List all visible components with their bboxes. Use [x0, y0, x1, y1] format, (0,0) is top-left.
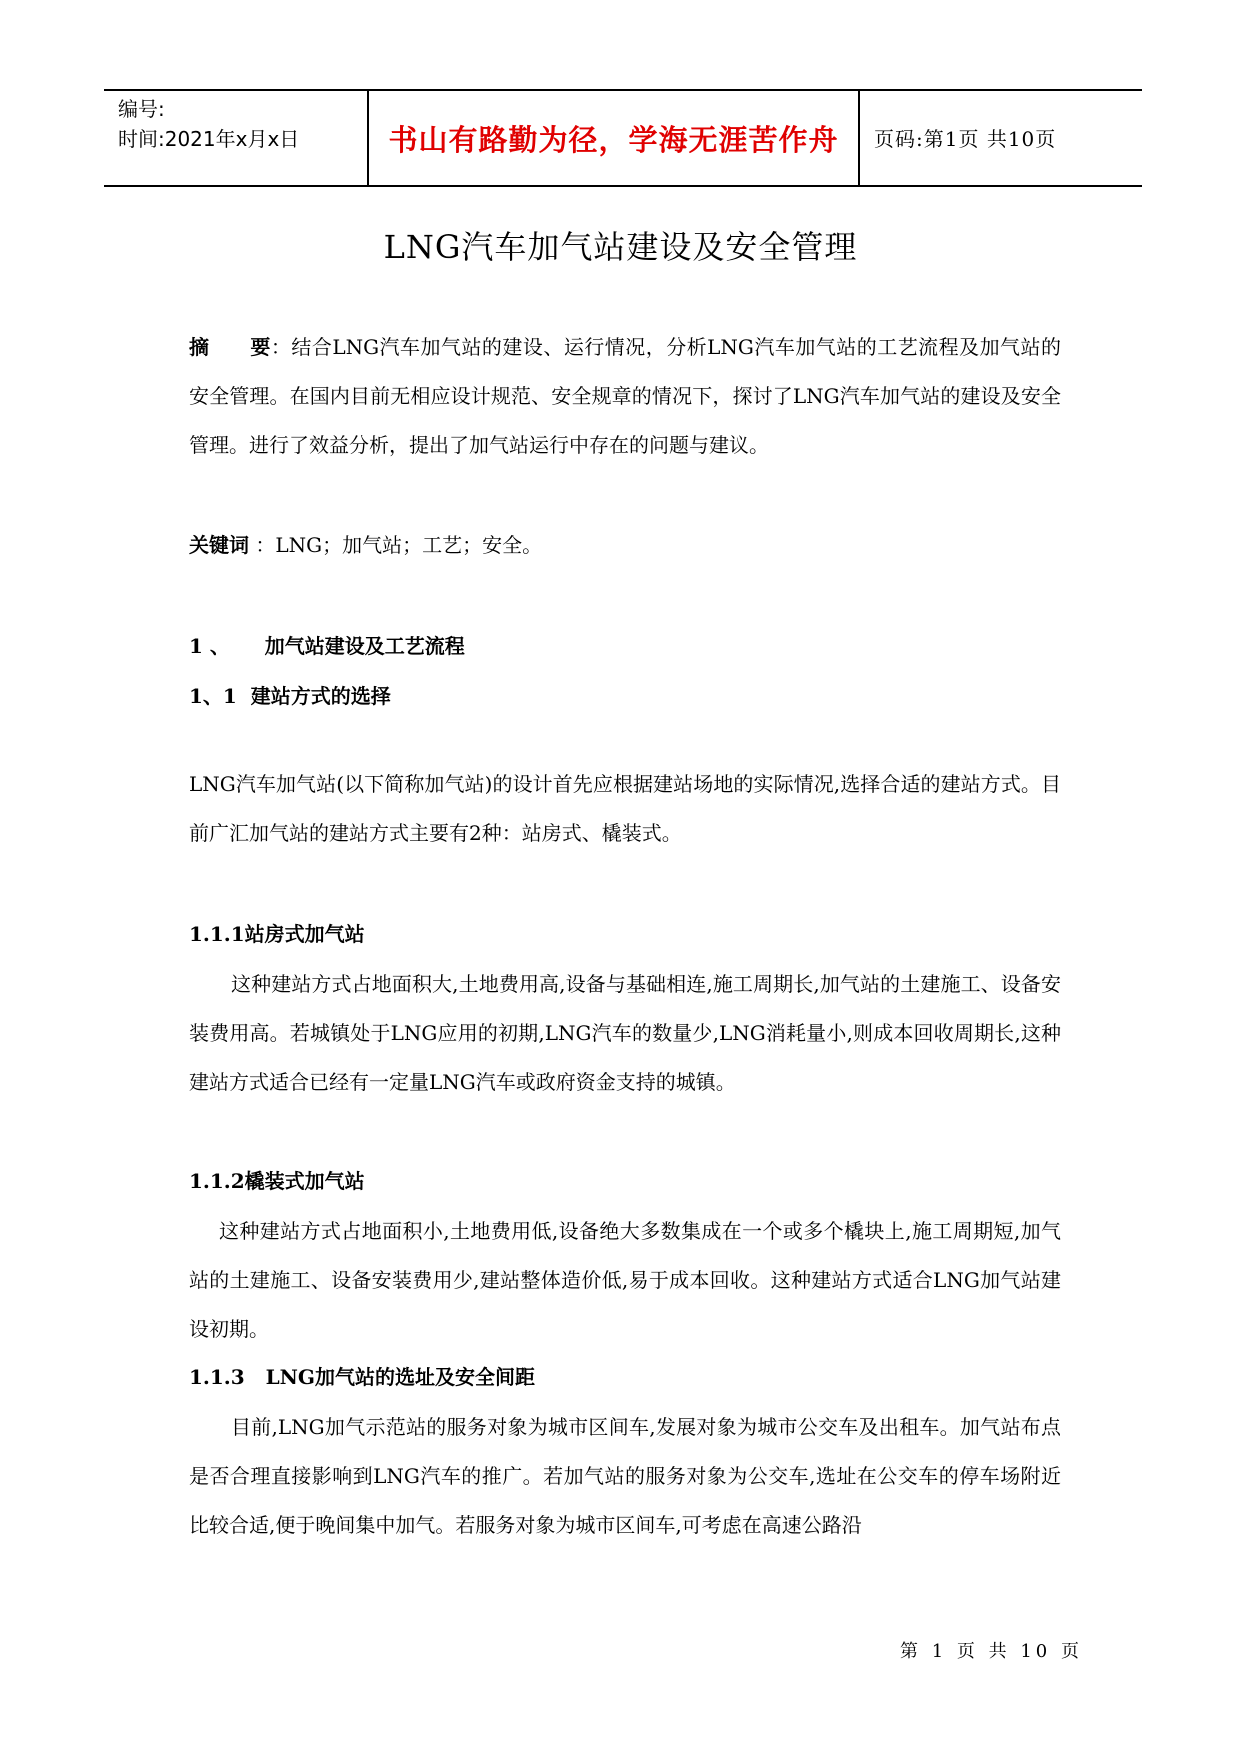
page-footer: 第 1 页 共 10 页 [900, 1641, 1083, 1662]
page-info: 页码:第1页 共10页 [874, 127, 1057, 151]
paragraph-1-1-3: 目前,LNG加气示范站的服务对象为城市区间车,发展对象为城市公交车及出租车。加气站布点是否合理直接影响到LNG汽车的推广。若加气站的服务对象为公交车,选址在公交车的停车场附近比较合适,便于晚间集中加气。若服务对象为城市区间车,可考虑在高速公路沿 [189, 1415, 1061, 1537]
abstract [189, 323, 1061, 470]
motto: 书山有路勤为径，学海无涯苦作舟 [388, 123, 839, 157]
abstract-label: 摘 要 [189, 335, 271, 359]
heading-1-1-2: 1.1.2橇装式加气站 [189, 1169, 365, 1193]
paragraph-1-1-2: 这种建站方式占地面积小,土地费用低,设备绝大多数集成在一个或多个橇块上,施工周期短,加气站的土建施工、设备安装费用少,建站整体造价低,易于成本回收。这种建站方式适合LNG加气站建设初期。 [189, 1219, 1061, 1341]
abstract-text: ：结合LNG汽车加气站的建设、运行情况，分析LNG汽车加气站的工艺流程及加气站的安全管理。在国内目前无相应设计规范、安全规章的情况下，探讨了LNG汽车加气站的建设及安全管理。进行了效益分析，提出了加气站运行中存在的问题与建议。 [189, 335, 1062, 457]
paragraph-1-1-1: 这种建站方式占地面积大,土地费用高,设备与基础相连,施工周期长,加气站的土建施工、设备安装费用高。若城镇处于LNG应用的初期,LNG汽车的数量少,LNG消耗量小,则成本回收周期长,这种建站方式适合已经有一定量LNG汽车或政府资金支持的城镇。 [189, 972, 1061, 1094]
number-label: 编号: [118, 97, 165, 121]
heading-1-1: 1、1 建站方式的选择 [189, 684, 391, 708]
heading-1-1-3: 1.1.3 LNG加气站的选址及安全间距 [189, 1365, 535, 1389]
header-left [118, 94, 299, 154]
paragraph-intro: LNG汽车加气站(以下简称加气站)的设计首先应根据建站场地的实际情况,选择合适的建站方式。目前广汇加气站的建站方式主要有2种：站房式、橇装式。 [189, 772, 1061, 845]
page-title: LNG汽车加气站建设及安全管理 [383, 228, 858, 266]
header-box [104, 89, 1142, 187]
header-divider-right [858, 91, 860, 185]
date-label: 时间:2021年x月x日 [118, 127, 300, 151]
keywords-label: 关键词 [189, 533, 249, 557]
heading-1: 1 、 加气站建设及工艺流程 [189, 634, 465, 658]
keywords [189, 521, 1061, 570]
heading-1-1-1: 1.1.1站房式加气站 [189, 922, 365, 946]
keywords-text: ：LNG；加气站；工艺；安全。 [249, 533, 543, 557]
